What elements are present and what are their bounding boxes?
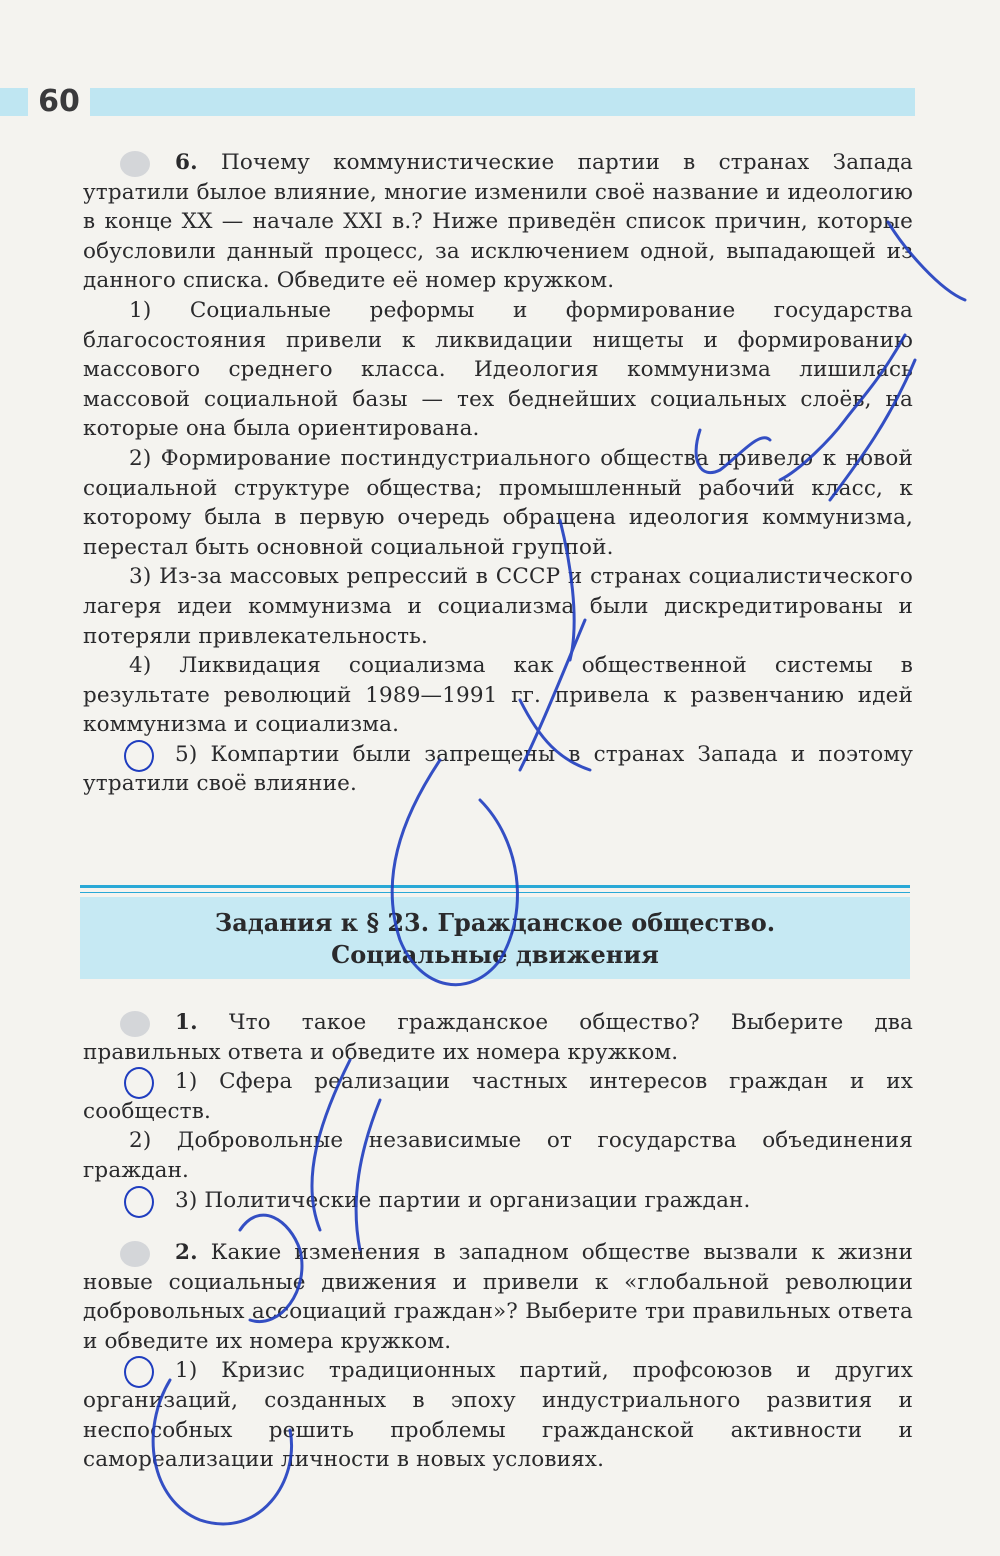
option-1[interactable] — [83, 1067, 913, 1126]
option-number: 2) — [129, 445, 152, 471]
task-6 — [83, 148, 913, 799]
section-title-box — [80, 897, 910, 979]
section-subtitle: Социальные движения — [331, 940, 659, 969]
option-text: Из-за массовых репрессий в СССР и странах социалистического лагеря идеи коммунизма и социализма были дискредитированы и потеряли привлекательность. — [83, 564, 913, 649]
task-2 — [83, 1238, 913, 1475]
option-number-paren: ) — [188, 1069, 198, 1095]
task-2-question — [83, 1238, 913, 1356]
option-text: Формирование постиндустриального общества привело к новой социальной структуре общества; промышленный рабочий класс, к которому была в первую очередь обращена идеология коммунизма, перестал быть основной социальной группой. — [83, 445, 913, 560]
circled-option-number: 1 — [129, 1356, 189, 1386]
section-divider-thin — [80, 892, 910, 893]
option-number-paren: ) — [188, 1187, 198, 1213]
option-text: Социальные реформы и формирование государства благосостояния привели к ликвидации нищеты и формированию массового среднего класса. Идеология коммунизма лишилась массовой социальной базы — тех беднейших социальных слоёв, на которые она была ориентирована. — [83, 297, 914, 442]
option-1[interactable] — [83, 1356, 913, 1474]
option-2[interactable] — [83, 444, 913, 562]
question-text: Какие изменения в западном обществе вызвали к жизни новые социальные движения и привели к «глобальной революции добровольных ассоциаций граждан»? Выберите три правильных ответа и обведите их номера кружком. — [83, 1240, 913, 1354]
option-number-paren: ) — [188, 741, 198, 767]
circled-option-number: 3 — [129, 1186, 189, 1216]
option-number: 3) — [129, 564, 152, 590]
option-4[interactable] — [83, 651, 913, 740]
option-2[interactable] — [83, 1126, 913, 1185]
question-text: Почему коммунистические партии в странах Запада утратили былое влияние, многие изменили своё название и идеологию в конце XX — начале XXI в.? Ниже приведён список причин, которые обусловили данный процесс, за исключением одной, выпадающей из данного списка. Обведите её номер кружком. — [83, 150, 913, 294]
task-number: 2. — [129, 1238, 198, 1268]
option-text: Сфера реализации частных интересов граждан и их сообществ. — [83, 1069, 913, 1124]
task-number: 6. — [129, 148, 198, 178]
option-number: 1) — [129, 297, 152, 323]
option-3[interactable] — [83, 1186, 913, 1216]
section-title: Задания к § 23. Гражданское общество. — [214, 908, 776, 937]
option-1[interactable] — [83, 296, 913, 444]
task-1-question — [83, 1008, 913, 1067]
option-text: Кризис традиционных партий, профсоюзов и других организаций, созданных в эпоху индустриального развития и неспособных решить проблемы гражданской активности и самореализации личности в новых условиях. — [83, 1358, 914, 1473]
option-3[interactable] — [83, 562, 913, 651]
option-text: Политические партии и организации граждан. — [204, 1187, 751, 1213]
page-number: 60 — [28, 84, 90, 120]
option-text: Ликвидация социализма как общественной системы в результате революций 1989—1991 гг. привела к развенчанию идей коммунизма и социализма. — [83, 653, 913, 738]
option-text: Добровольные независимые от государства объединения граждан. — [83, 1128, 913, 1183]
option-number: 4) — [129, 653, 152, 679]
question-text: Что такое гражданское общество? Выберите два правильных ответа и обведите их номера кружком. — [83, 1010, 914, 1065]
option-number: 2) — [129, 1128, 152, 1154]
page-header-band — [0, 88, 915, 116]
task-6-question — [83, 148, 913, 296]
task-number: 1. — [129, 1008, 198, 1038]
task-1 — [83, 1008, 913, 1215]
option-number-paren: ) — [188, 1358, 198, 1384]
circled-option-number: 1 — [129, 1067, 189, 1097]
option-5[interactable] — [83, 740, 913, 799]
section-divider — [80, 885, 910, 888]
circled-option-number: 5 — [129, 740, 189, 770]
option-text: Компартии были запрещены в странах Запада и поэтому утратили своё влияние. — [83, 741, 913, 797]
